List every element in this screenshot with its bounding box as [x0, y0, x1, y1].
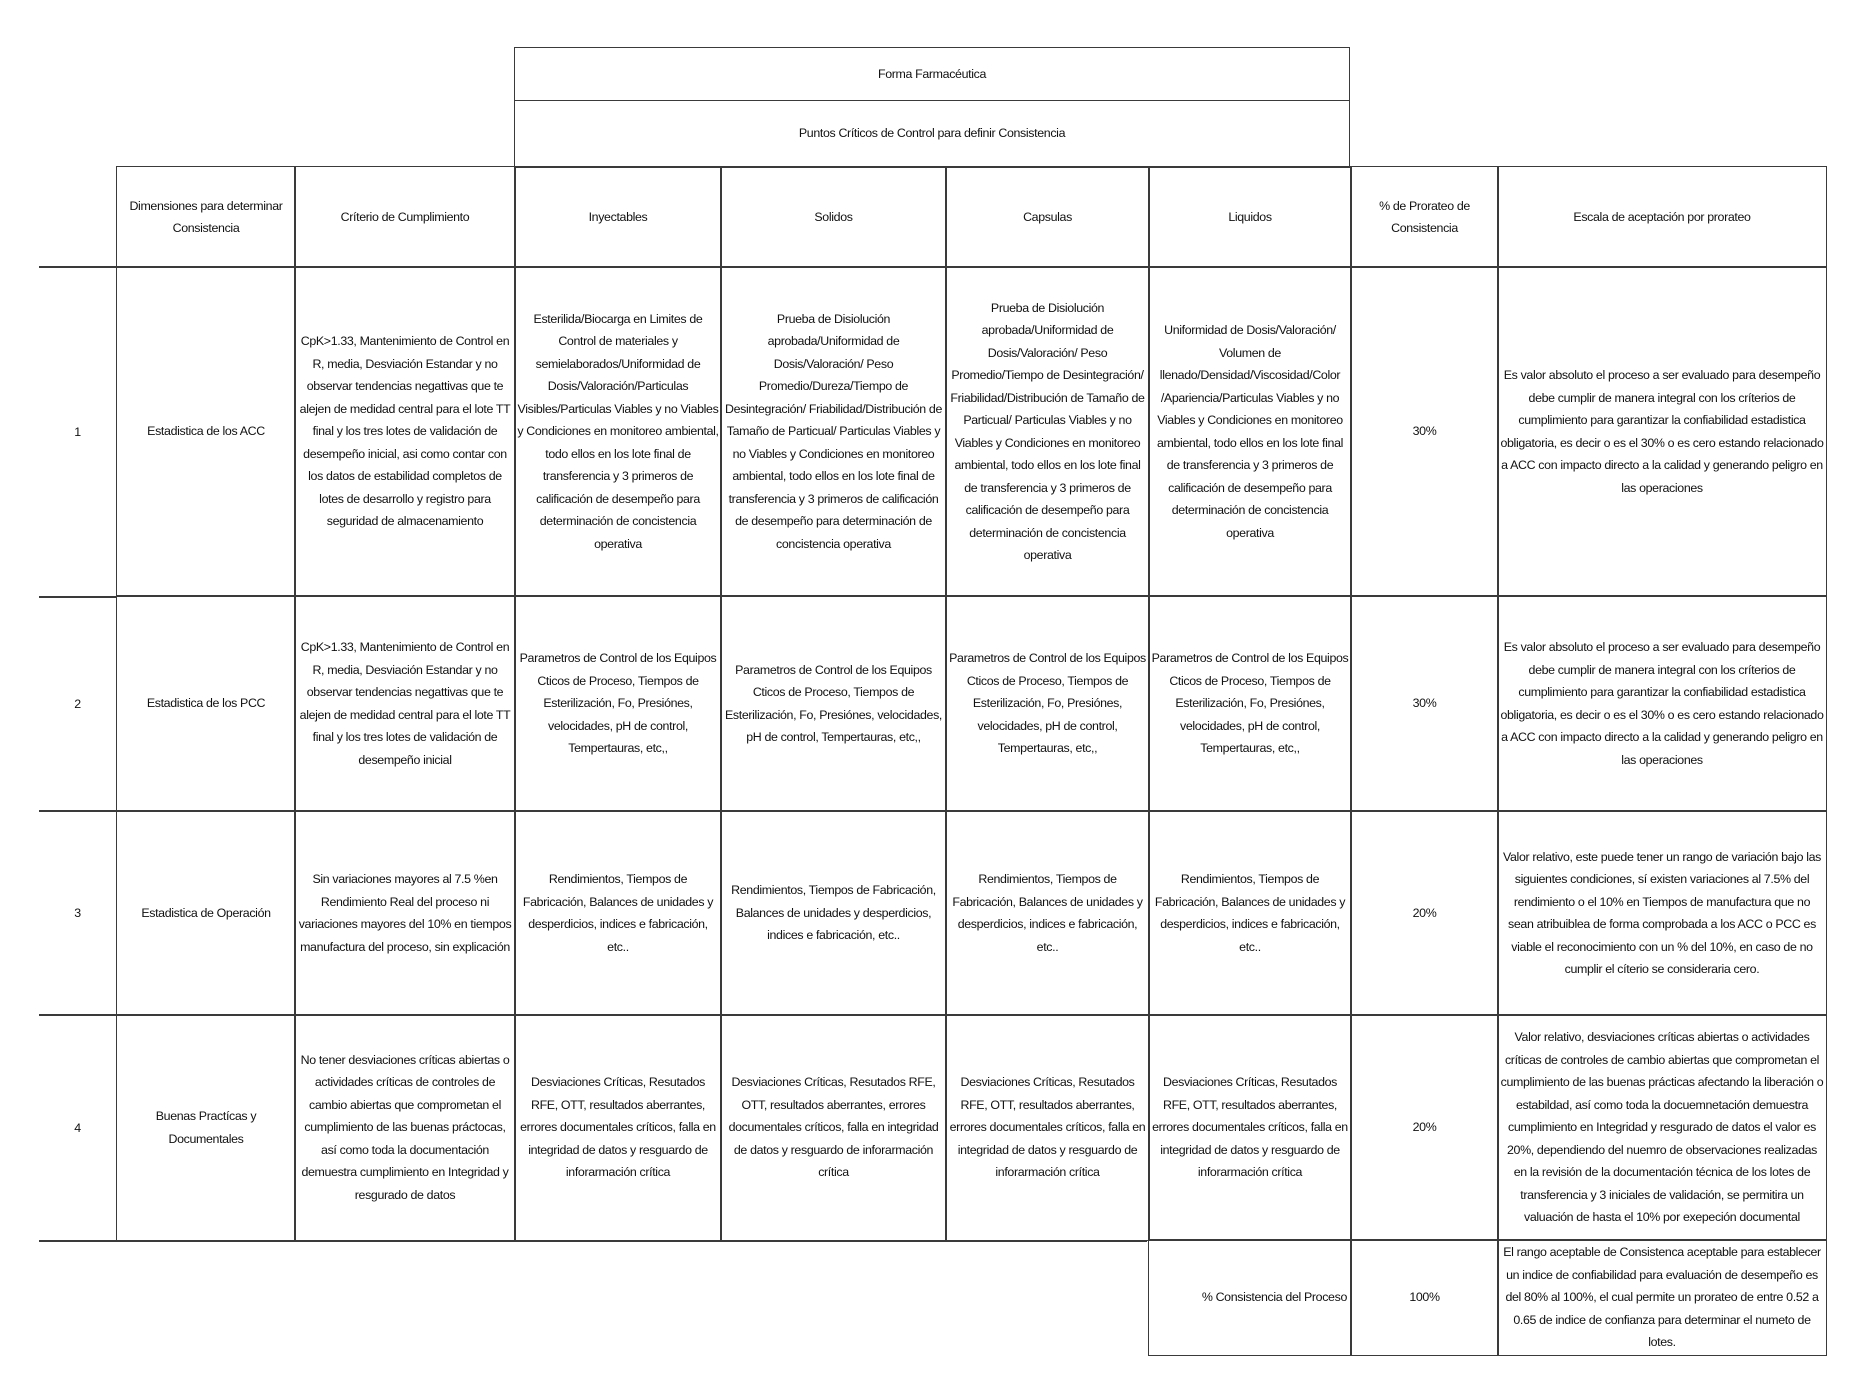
criterio-cell: CpK>1.33, Mantenimiento de Control en R, media, Desviación Estandar y no observar tendencias negattivas que te alejen de medidad central para el lote TT final y los tres lotes de validación de desempeño inicial — [294, 595, 516, 812]
row-divider — [39, 1240, 1147, 1242]
solidos-cell: Rendimientos, Tiempos de Fabricación, Balances de unidades y desperdicios, indices e fabricación, etc.. — [720, 810, 947, 1016]
criterio-cell: No tener desviaciones críticas abiertas o actividades críticas de controles de cambio abiertas que comprometan el cumplimiento de las buenas práctocas, así como toda la documentación demuestra cumplimiento en Integridad y resgurado de datos — [294, 1014, 516, 1241]
escala-cell: Valor relativo, este puede tener un rango de variación bajo las siguientes condiciones, sí existen variaciones al 7.5% del rendimiento o el 10% en Tiempos de manufactura que no sean atribuiblea de forma comprobada a los ACC o PCC es viable el reconocimiento con un % del 10%, en caso de no cumplir el cíterio se consideraria cero. — [1497, 810, 1827, 1016]
footer-label: % Consistencia del Proceso — [1148, 1239, 1352, 1356]
group-title-forma-farmaceutica: Forma Farmacéutica — [514, 47, 1350, 101]
solidos-cell: Parametros de Control de los Equipos Cticos de Proceso, Tiempos de Esterilización, Fo, Presiónes, velocidades, pH de control, Tempertauras, etc,, — [720, 595, 947, 812]
criterio-cell: Sin variaciones mayores al 7.5 %en Rendimiento Real del proceso ni variaciones mayores del 10% en tiempos manufactura del proceso, sin explicación — [294, 810, 516, 1016]
footer-escala: El rango aceptable de Consistenca aceptable para establecer un indice de confiabilidad para evaluación de desempeño es del 80% al 100%, el cual permite un prorateo de entre 0.52 a 0.65 de indice de confianza para determinar el numeto de lotes. — [1497, 1239, 1827, 1356]
footer-total: 100% — [1350, 1239, 1499, 1356]
col-header-criterio: Críterio de Cumplimiento — [294, 166, 516, 268]
dimension-cell: Estadistica de los PCC — [116, 595, 296, 812]
dimension-cell: Estadistica de los ACC — [116, 266, 296, 597]
prorateo-cell: 20% — [1350, 1014, 1499, 1241]
inyectables-cell: Rendimientos, Tiempos de Fabricación, Balances de unidades y desperdicios, indices e fabricación, etc.. — [514, 810, 722, 1016]
liquidos-cell: Uniformidad de Dosis/Valoración/ Volumen de llenado/Densidad/Viscosidad/Color /Apariencia/Particulas Viables y no Viables y Condiciones en monitoreo ambiental, todo ellos en los lote final de transferencia y 3 primeros de calificación de desempeño para determinación de concistencia operativa — [1148, 266, 1352, 597]
dimension-cell: Buenas Practícas y Documentales — [116, 1014, 296, 1241]
capsulas-cell: Parametros de Control de los Equipos Cticos de Proceso, Tiempos de Esterilización, Fo, Presiónes, velocidades, pH de control, Tempertauras, etc,, — [945, 595, 1150, 812]
col-header-inyectables: Inyectables — [514, 166, 722, 268]
prorateo-cell: 30% — [1350, 266, 1499, 597]
prorateo-cell: 30% — [1350, 595, 1499, 812]
escala-cell: Valor relativo, desviaciones críticas abiertas o actividades críticas de controles de cambio abiertas que comprometan el cumplimiento de las buenas prácticas afectando la liberación o estabildad, así como toda la docuemnetación demuestra cumplimiento en Integridad y resgurado de datos el valor es 20%, dependiendo del nuemro de observaciones realizadas en la revisión de la documentación técnica de los lotes de transferencia y 3 iniciales de validación, se permitira un valuación de hasta el 10% por exepeción documental — [1497, 1014, 1827, 1241]
solidos-cell: Desviaciones Críticas, Resutados RFE, OTT, resultados aberrantes, errores documentales críticos, falla en integridad de datos y resguardo de inforarmación crítica — [720, 1014, 947, 1241]
inyectables-cell: Esterilida/Biocarga en Limites de Control de materiales y semielaborados/Uniformidad de Dosis/Valoración/Particulas Visibles/Particulas Viables y no Viables y Condiciones en monitoreo ambiental, todo ellos en los lote final de transferencia y 3 primeros de calificación de desempeño para determinación de concistencia operativa — [514, 266, 722, 597]
row-number: 3 — [74, 906, 81, 921]
col-header-liquidos: Liquidos — [1148, 166, 1352, 268]
inyectables-cell: Parametros de Control de los Equipos Cticos de Proceso, Tiempos de Esterilización, Fo, Presiónes, velocidades, pH de control, Tempertauras, etc,, — [514, 595, 722, 812]
dimension-cell: Estadistica de Operación — [116, 810, 296, 1016]
liquidos-cell: Parametros de Control de los Equipos Cticos de Proceso, Tiempos de Esterilización, Fo, Presiónes, velocidades, pH de control, Tempertauras, etc,, — [1148, 595, 1352, 812]
capsulas-cell: Desviaciones Críticas, Resutados RFE, OTT, resultados aberrantes, errores documentales críticos, falla en integridad de datos y resguardo de inforarmación crítica — [945, 1014, 1150, 1241]
criterio-cell: CpK>1.33, Mantenimiento de Control en R, media, Desviación Estandar y no observar tendencias negattivas que te alejen de medidad central para el lote TT final y los tres lotes de validación de desempeño inicial, asi como contar con los datos de estabilidad completos de lotes de desarrollo y registro para seguridad de almacenamiento — [294, 266, 516, 597]
col-header-prorateo: % de Prorateo de Consistencia — [1350, 166, 1499, 268]
solidos-cell: Prueba de Disiolución aprobada/Uniformidad de Dosis/Valoración/ Peso Promedio/Dureza/Tiempo de Desintegración/ Friabilidad/Distribución de Tamaño de Particual/ Particulas Viables y no Viables y Condiciones en monitoreo ambiental, todo ellos en los lote final de transferencia y 3 primeros de calificación de desempeño para determinación de concistencia operativa — [720, 266, 947, 597]
row-number: 2 — [74, 696, 81, 711]
escala-cell: Es valor absoluto el proceso a ser evaluado para desempeño debe cumplir de manera integral con los críterios de cumplimiento para garantizar la confiabilidad estadistica obligatoria, es decir o es el 30% o es cero estando relacionado a ACC con impacto directo a la calidad y generando peligro en las operaciones — [1497, 595, 1827, 812]
prorateo-cell: 20% — [1350, 810, 1499, 1016]
capsulas-cell: Prueba de Disiolución aprobada/Uniformidad de Dosis/Valoración/ Peso Promedio/Tiempo de Desintegración/ Friabilidad/Distribución de Tamaño de Particual/ Particulas Viables y no Viables y Condiciones en monitoreo ambiental, todo ellos en los lote final de transferencia y 3 primeros de calificación de desempeño para determinación de concistencia operativa — [945, 266, 1150, 597]
row-number: 1 — [74, 424, 81, 439]
col-header-capsulas: Capsulas — [945, 166, 1150, 268]
col-header-solidos: Solidos — [720, 166, 947, 268]
col-header-dimensiones: Dimensiones para determinar Consistencia — [116, 166, 296, 268]
subgroup-title-puntos-criticos: Puntos Críticos de Control para definir Consistencia — [514, 99, 1350, 168]
liquidos-cell: Desviaciones Críticas, Resutados RFE, OTT, resultados aberrantes, errores documentales críticos, falla en integridad de datos y resguardo de inforarmación crítica — [1148, 1014, 1352, 1241]
escala-cell: Es valor absoluto el proceso a ser evaluado para desempeño debe cumplir de manera integral con los críterios de cumplimiento para garantizar la confiabilidad estadistica obligatoria, es decir o es el 30% o es cero estando relacionado a ACC con impacto directo a la calidad y generando peligro en las operaciones — [1497, 266, 1827, 597]
capsulas-cell: Rendimientos, Tiempos de Fabricación, Balances de unidades y desperdicios, indices e fabricación, etc.. — [945, 810, 1150, 1016]
inyectables-cell: Desviaciones Críticas, Resutados RFE, OTT, resultados aberrantes, errores documentales críticos, falla en integridad de datos y resguardo de inforarmación crítica — [514, 1014, 722, 1241]
col-header-escala: Escala de aceptación por prorateo — [1497, 166, 1827, 268]
row-number: 4 — [74, 1120, 81, 1135]
liquidos-cell: Rendimientos, Tiempos de Fabricación, Balances de unidades y desperdicios, indices e fabricación, etc.. — [1148, 810, 1352, 1016]
